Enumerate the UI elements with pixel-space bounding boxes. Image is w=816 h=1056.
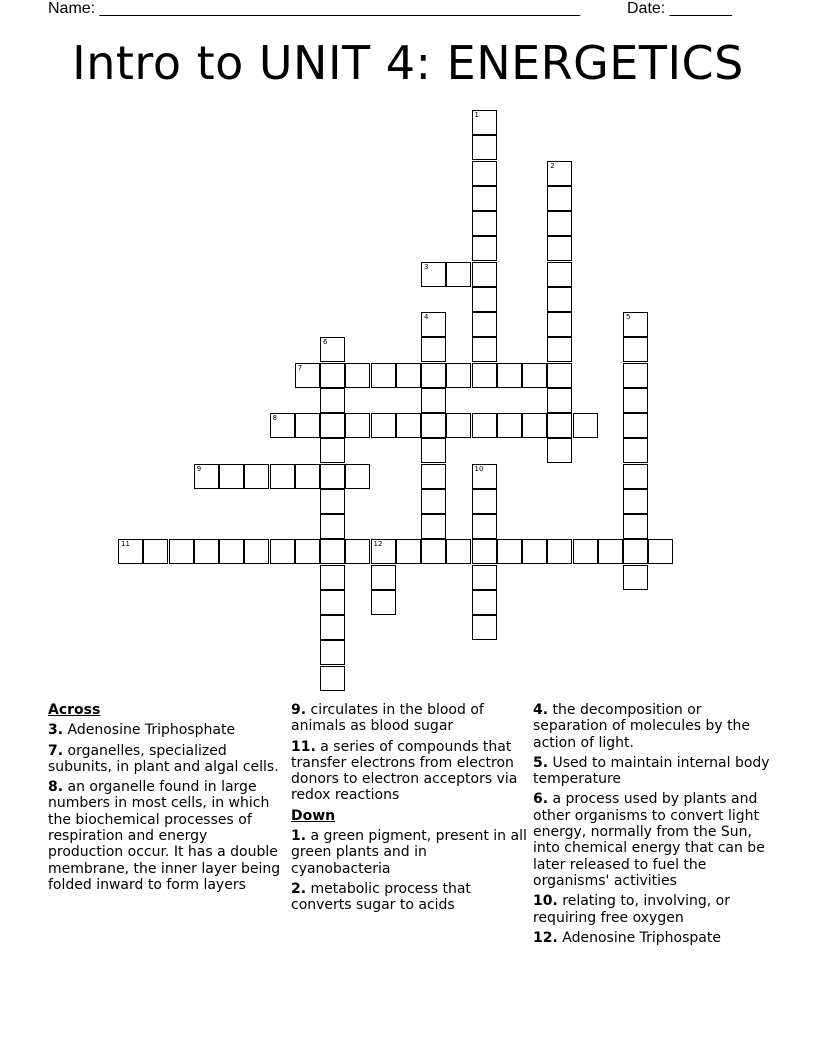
- crossword-cell[interactable]: [371, 590, 396, 615]
- down-heading: Down: [291, 807, 336, 824]
- crossword-cell[interactable]: [623, 489, 648, 514]
- crossword-cell[interactable]: [472, 262, 497, 287]
- clue-number-label: 3: [424, 262, 429, 271]
- crossword-cell[interactable]: [295, 413, 320, 438]
- crossword-cell[interactable]: [345, 464, 370, 489]
- crossword-cell[interactable]: [623, 514, 648, 539]
- crossword-cell[interactable]: [320, 514, 345, 539]
- clue-number-label: 9: [196, 464, 202, 473]
- clue-number: 2.: [291, 880, 307, 897]
- crossword-cell[interactable]: [320, 489, 345, 514]
- clue-number-label: 1: [474, 111, 479, 119]
- crossword-cell[interactable]: [421, 438, 446, 463]
- clue-number-label: 7: [297, 363, 303, 372]
- crossword-cell[interactable]: [547, 388, 572, 413]
- crossword-cell[interactable]: [421, 489, 446, 514]
- crossword-cell[interactable]: [623, 363, 648, 388]
- clues-column-3: [533, 702, 773, 950]
- crossword-cell[interactable]: [194, 464, 219, 489]
- crossword-cell[interactable]: [472, 135, 497, 160]
- clue-number-label: 8: [272, 414, 277, 422]
- crossword-cell[interactable]: [472, 363, 497, 388]
- crossword-cell[interactable]: [547, 539, 572, 564]
- crossword-cell[interactable]: [421, 464, 446, 489]
- clue-number: 1.: [291, 828, 307, 845]
- clue-number: 10.: [533, 893, 558, 910]
- clue-number-label: 10: [474, 464, 484, 473]
- crossword-cell[interactable]: [547, 337, 572, 362]
- crossword-cell[interactable]: [270, 464, 295, 489]
- crossword-cell[interactable]: [421, 337, 446, 362]
- crossword-cell[interactable]: [472, 110, 497, 135]
- crossword-cell[interactable]: [547, 211, 572, 236]
- clue-number: 11.: [291, 738, 316, 755]
- clue-number-label: 5: [626, 313, 631, 321]
- crossword-cell[interactable]: [320, 337, 345, 362]
- crossword-cell[interactable]: [573, 413, 598, 438]
- clue-down-10: [533, 893, 773, 926]
- crossword-cell[interactable]: [396, 539, 421, 564]
- clue-number: 5.: [533, 754, 549, 771]
- crossword-cell[interactable]: [345, 413, 370, 438]
- crossword-cell[interactable]: [320, 565, 345, 590]
- crossword-cell[interactable]: [270, 539, 295, 564]
- crossword-cell[interactable]: [320, 590, 345, 615]
- crossword-cell[interactable]: [472, 489, 497, 514]
- crossword-cell[interactable]: [396, 363, 421, 388]
- crossword-cell[interactable]: [169, 539, 194, 564]
- clue-across-3: [48, 722, 284, 738]
- clue-text: Adenosine Triphosphate: [67, 722, 236, 739]
- clues-column-1: [48, 702, 284, 897]
- crossword-cell[interactable]: [547, 287, 572, 312]
- crossword-cell[interactable]: [623, 565, 648, 590]
- clue-across-8: [48, 779, 284, 893]
- crossword-cell[interactable]: [623, 539, 648, 564]
- crossword-cell[interactable]: [472, 287, 497, 312]
- clue-number: 3.: [48, 722, 64, 739]
- clue-across-7: [48, 743, 284, 776]
- crossword-cell[interactable]: [573, 539, 598, 564]
- clue-number: 9.: [291, 702, 307, 718]
- crossword-cell[interactable]: [623, 464, 648, 489]
- crossword-cell[interactable]: [396, 413, 421, 438]
- clue-across-9: [291, 702, 527, 735]
- crossword-cell[interactable]: [446, 413, 471, 438]
- clue-down-5: [533, 755, 773, 788]
- crossword-cell[interactable]: [244, 539, 269, 564]
- crossword-cell[interactable]: [421, 388, 446, 413]
- clue-text: circulates in the blood of animals as blood sugar: [291, 702, 484, 735]
- clue-number: 4.: [533, 702, 549, 718]
- clue-number: 8.: [48, 779, 64, 796]
- crossword-cell[interactable]: [194, 539, 219, 564]
- crossword-cell[interactable]: [270, 413, 295, 438]
- crossword-cell[interactable]: [320, 413, 345, 438]
- crossword-cell[interactable]: [295, 363, 320, 388]
- clue-text: an organelle found in large numbers in most cells, in which the biochemical processes of respiration and energy production occur. It has a double membrane, the inner layer being folded inward to form layers: [48, 779, 281, 893]
- crossword-cell[interactable]: [472, 565, 497, 590]
- crossword-cell[interactable]: [446, 539, 471, 564]
- crossword-cell[interactable]: [421, 262, 446, 287]
- crossword-cell[interactable]: [472, 211, 497, 236]
- crossword-cell[interactable]: [472, 161, 497, 186]
- clue-number: 6.: [533, 791, 549, 808]
- crossword-cell[interactable]: [497, 363, 522, 388]
- crossword-cell[interactable]: [623, 388, 648, 413]
- crossword-cell[interactable]: [320, 666, 345, 691]
- crossword-cell[interactable]: [547, 413, 572, 438]
- crossword-cell[interactable]: [371, 363, 396, 388]
- crossword-cell[interactable]: [623, 413, 648, 438]
- crossword-cell[interactable]: [547, 186, 572, 211]
- crossword-cell[interactable]: [320, 615, 345, 640]
- crossword-cell[interactable]: [472, 514, 497, 539]
- clues-column-2: [291, 702, 527, 918]
- crossword-cell[interactable]: [522, 413, 547, 438]
- crossword-cell[interactable]: [472, 186, 497, 211]
- crossword-cell[interactable]: [244, 464, 269, 489]
- crossword-cell[interactable]: [547, 262, 572, 287]
- crossword-cell[interactable]: [472, 615, 497, 640]
- crossword-cell[interactable]: [345, 363, 370, 388]
- crossword-cell[interactable]: [598, 539, 623, 564]
- crossword-cell[interactable]: [371, 539, 396, 564]
- crossword-cell[interactable]: [320, 388, 345, 413]
- crossword-cell[interactable]: [472, 539, 497, 564]
- clue-number: 12.: [533, 929, 558, 946]
- crossword-cell[interactable]: [446, 363, 471, 388]
- clue-text: a green pigment, present in all green plants and in cyanobacteria: [291, 828, 527, 877]
- crossword-cell[interactable]: [472, 236, 497, 261]
- crossword-cell[interactable]: [118, 539, 143, 564]
- crossword-cell[interactable]: [472, 590, 497, 615]
- crossword-cell[interactable]: [472, 337, 497, 362]
- clue-text: metabolic process that converts sugar to acids: [291, 880, 471, 914]
- crossword-cell[interactable]: [320, 640, 345, 665]
- crossword-cell[interactable]: [547, 161, 572, 186]
- crossword-cell[interactable]: [648, 539, 673, 564]
- clue-text: organelles, specialized subunits, in plant and algal cells.: [48, 742, 279, 775]
- clue-across-11: [291, 739, 527, 804]
- crossword-cell[interactable]: [345, 539, 370, 564]
- crossword-cell[interactable]: [421, 539, 446, 564]
- clue-text: a series of compounds that transfer electrons from electron donors to electron acceptors via redox reactions: [291, 738, 518, 804]
- clue-number-label: 4: [424, 313, 429, 321]
- clue-down-12: [533, 930, 773, 946]
- crossword-cell[interactable]: [421, 363, 446, 388]
- crossword-cell[interactable]: [371, 565, 396, 590]
- crossword-cell[interactable]: [547, 363, 572, 388]
- clue-number-label: 2: [550, 161, 555, 170]
- clue-text: the decomposition or separation of molecules by the action of light.: [533, 702, 751, 751]
- crossword-cell[interactable]: [472, 413, 497, 438]
- name-field-label: Name: ______________________________________________________: [48, 0, 581, 17]
- crossword-cell[interactable]: [623, 438, 648, 463]
- clue-text: relating to, involving, or requiring free oxygen: [533, 893, 730, 926]
- clue-text: Used to maintain internal body temperature: [533, 754, 770, 788]
- across-heading: Across: [48, 702, 101, 718]
- clue-down-4: [533, 702, 773, 751]
- crossword-cell[interactable]: [421, 514, 446, 539]
- clue-text: a process used by plants and other organisms to convert light energy, normally from the Sun, into chemical energy that can be later released to fuel the organisms' activities: [533, 791, 765, 889]
- crossword-cell[interactable]: [547, 236, 572, 261]
- crossword-cell[interactable]: [320, 539, 345, 564]
- clue-number: 7.: [48, 742, 64, 759]
- crossword-cell[interactable]: [320, 363, 345, 388]
- crossword-cell[interactable]: [547, 438, 572, 463]
- crossword-cell[interactable]: [371, 413, 396, 438]
- clue-down-2: [291, 881, 527, 914]
- crossword-cell[interactable]: [143, 539, 168, 564]
- crossword-cell[interactable]: [320, 464, 345, 489]
- crossword-cell[interactable]: [497, 413, 522, 438]
- clue-down-1: [291, 828, 527, 877]
- crossword-cell[interactable]: [472, 464, 497, 489]
- crossword-cell[interactable]: [219, 464, 244, 489]
- crossword-cell[interactable]: [522, 363, 547, 388]
- clue-number-label: 12: [373, 540, 383, 549]
- crossword-cell[interactable]: [295, 539, 320, 564]
- crossword-cell[interactable]: [472, 312, 497, 337]
- crossword-cell[interactable]: [547, 312, 572, 337]
- crossword-cell[interactable]: [421, 413, 446, 438]
- crossword-cell[interactable]: [421, 312, 446, 337]
- page-title: Intro to UNIT 4: ENERGETICS: [72, 36, 744, 90]
- date-field-label: Date: _______: [627, 0, 732, 17]
- crossword-cell[interactable]: [446, 262, 471, 287]
- clue-number-label: 6: [323, 338, 328, 347]
- crossword-cell[interactable]: [623, 312, 648, 337]
- crossword-cell[interactable]: [219, 539, 244, 564]
- clue-text: Adenosine Triphospate: [562, 929, 721, 946]
- crossword-cell[interactable]: [623, 337, 648, 362]
- crossword-cell[interactable]: [295, 464, 320, 489]
- clue-number-label: 11: [121, 540, 130, 549]
- crossword-cell[interactable]: [497, 539, 522, 564]
- clue-down-6: [533, 791, 773, 889]
- crossword-cell[interactable]: [320, 438, 345, 463]
- crossword-cell[interactable]: [522, 539, 547, 564]
